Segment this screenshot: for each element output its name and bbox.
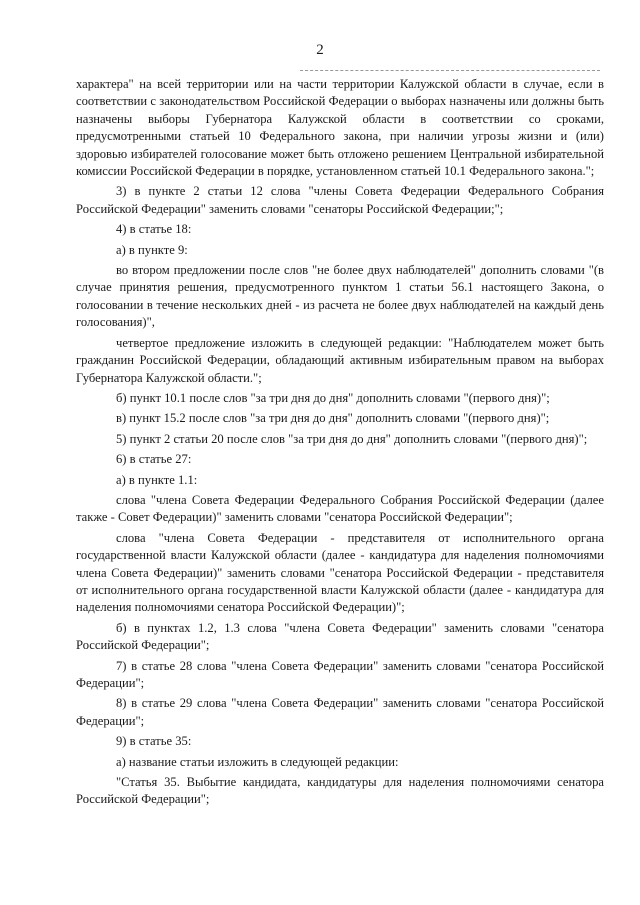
paragraph-15: 7) в статье 28 слова "члена Совета Федерации" заменить словами "сенатора Российской Федерации"; [76, 658, 604, 690]
paragraph-8: в) пункт 15.2 после слов "за три дня до дня" дополнить словами "(первого дня)"; [116, 411, 550, 426]
paragraph-14: б) в пунктах 1.2, 1.3 слова "члена Совета Федерации" заменить словами "сенатора Российской Федерации"; [76, 620, 604, 653]
paragraph-19: "Статья 35. Выбытие кандидата, кандидатуры для наделения полномочиями сенатора Российской Федерации"; [76, 775, 604, 807]
paragraph-18: а) название статьи изложить в следующей редакции: [116, 754, 399, 769]
paragraph-6: четвертое предложение изложить в следующей редакции: "Наблюдателем может быть гражданин Российской Федерации, обладающий активным избирательным правом на выборах Губернатора Калужской области."; [76, 335, 604, 385]
paragraph-16: 8) в статье 29 слова "члена Совета Федерации" заменить словами "сенатора Российской Федерации"; [76, 696, 604, 728]
document-body [76, 76, 604, 812]
paragraph-5: во втором предложении после слов "не более двух наблюдателей" дополнить словами "(в случае принятия решения, предусмотренного пунктом 1 статьи 56.1 настоящего Закона, о голосовании в течение нескольких дней - из расчета не более двух наблюдателей на каждый день голосования)", [76, 263, 604, 330]
paragraph-10: 6) в статье 27: [116, 452, 192, 467]
paragraph-11: а) в пункте 1.1: [116, 472, 198, 487]
paragraph-4: а) в пункте 9: [116, 242, 188, 257]
scan-artifact-line [300, 70, 600, 71]
paragraph-13: слова "члена Совета Федерации - представителя от исполнительного органа государственной власти Калужской области (далее - кандидатура для наделения полномочиями члена Совета Федерации)" заменить словами "сенатора Российской Федерации - представителя от исполнительного органа государственной власти Калужской области (далее - кандидатура для наделения полномочиями сенатора Российской Федерации)"; [76, 530, 604, 615]
paragraph-12: слова "члена Совета Федерации Федерального Собрания Российской Федерации (далее также - Совет Федерации)" заменить словами "сенатора Российской Федерации"; [76, 492, 604, 525]
paragraph-1: характера" на всей территории или на части территории Калужской области в случае, если в соответствии с законодательством Российской Федерации о выборах назначены или должны быть назначены выборы Губернатора Калужской области в соответствии со сроками, предусмотренными статьей 10 Федерального закона, при наличии угрозы жизни и (или) здоровью избирателей голосование может быть отложено решением Центральной избирательной комиссии Российской Федерации в порядке, установленном статьей 10.1 Федерального закона."; [76, 77, 604, 179]
paragraph-2: 3) в пункте 2 статьи 12 слова "члены Совета Федерации Федерального Собрания Российской Федерации" заменить словами "сенаторы Российской Федерации;"; [76, 184, 604, 216]
paragraph-17: 9) в статье 35: [116, 734, 192, 749]
page-number: 2 [316, 42, 324, 58]
paragraph-7: б) пункт 10.1 после слов "за три дня до дня" дополнить словами "(первого дня)"; [116, 390, 550, 405]
paragraph-3: 4) в статье 18: [116, 222, 192, 237]
paragraph-9: 5) пункт 2 статьи 20 после слов "за три дня до дня" дополнить словами "(первого дня)"; [116, 431, 588, 446]
